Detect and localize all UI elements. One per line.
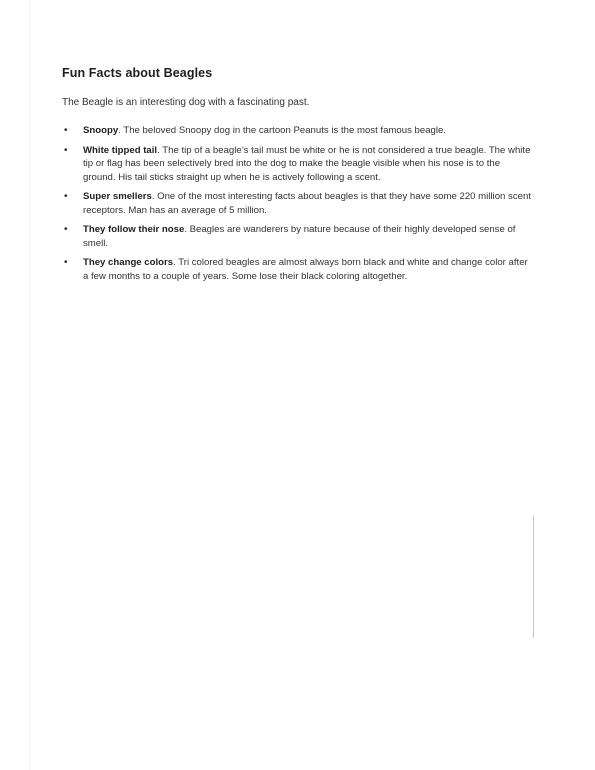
bullet-icon: •: [64, 257, 68, 268]
fact-title: They follow their nose: [83, 224, 185, 235]
fact-text: . The tip of a beagle’s tail must be white or he is not considered a true beagle. The white tip or flag has been selectively bred into the dog to make the beagle visible when his nose is to the ground. His tail sticks straight up when he is actively following a scent.: [83, 144, 531, 183]
list-item: [62, 190, 532, 217]
list-item: [62, 124, 532, 138]
fact-title: Super smellers: [83, 191, 152, 202]
fact-text: . One of the most interesting facts about beagles is that they have some 220 million scent receptors. Man has an average of 5 million.: [83, 191, 531, 216]
bullet-icon: •: [64, 144, 68, 156]
fact-text: . The beloved Snoopy dog in the cartoon Peanuts is the most famous beagle.: [118, 125, 447, 136]
fact-title: White tipped tail: [83, 144, 158, 156]
list-item: [62, 256, 532, 283]
facts-list: [62, 124, 532, 289]
fact-title: Snoopy: [83, 125, 119, 136]
bullet-icon: •: [64, 125, 68, 136]
scan-edge: [29, 0, 30, 770]
list-item: [62, 144, 532, 185]
intro-paragraph: The Beagle is an interesting dog with a fascinating past.: [62, 97, 310, 108]
list-item: [62, 223, 532, 250]
bullet-icon: •: [64, 191, 68, 202]
fact-text: . Beagles are wanderers by nature because of their highly developed sense of smell.: [83, 224, 516, 249]
fact-title: They change colors: [83, 257, 174, 268]
fact-text: . Tri colored beagles are almost always born black and white and change color after a few months to a couple of years. Some lose their black coloring altogether.: [83, 257, 528, 282]
bullet-icon: •: [64, 224, 68, 235]
page-title: Fun Facts about Beagles: [62, 66, 213, 80]
margin-mark: [533, 516, 534, 638]
